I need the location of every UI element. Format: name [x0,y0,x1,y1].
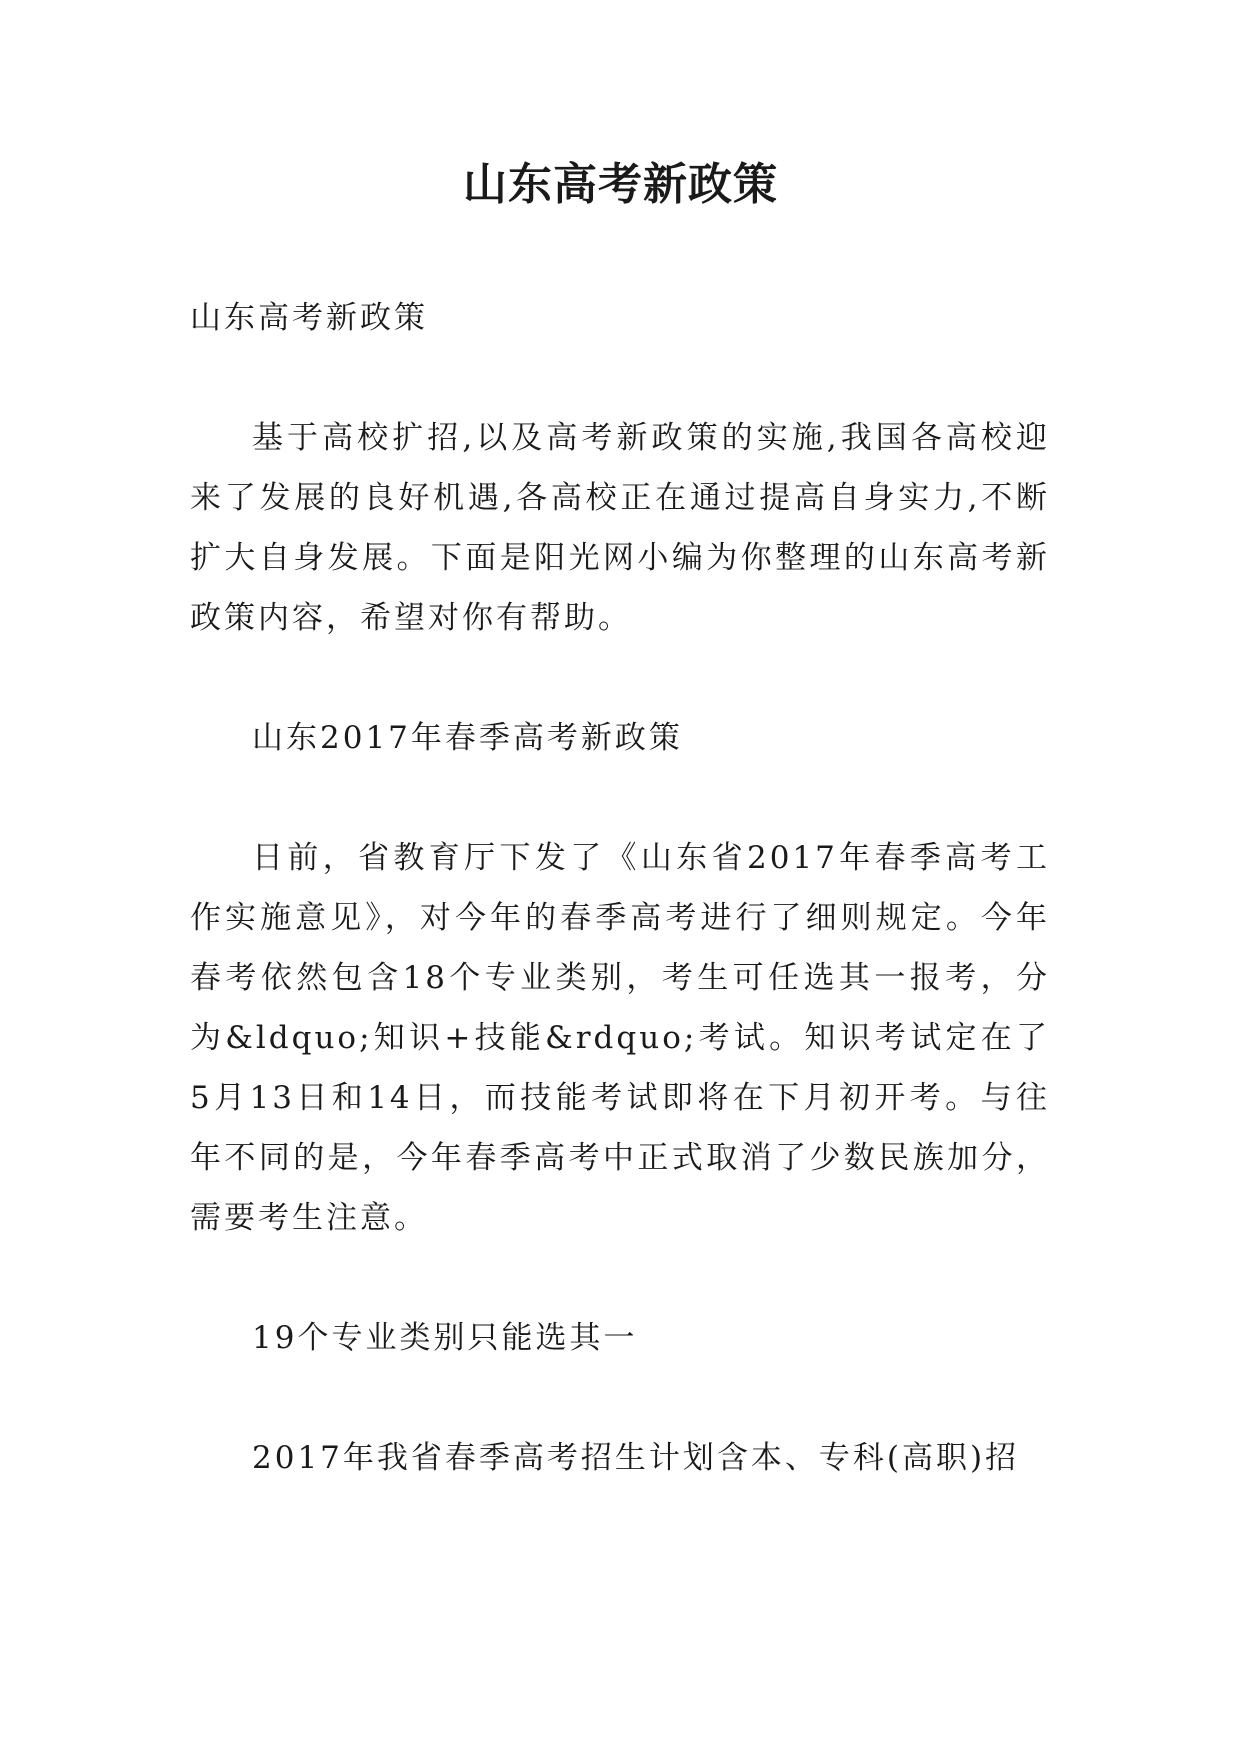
enrollment-plan-paragraph: 2017年我省春季高考招生计划含本、专科(高职)招 [252,1440,1020,1476]
document-title: 山东高考新政策 [463,159,778,210]
subtitle-paragraph: 山东高考新政策 [190,300,428,336]
policy-details-paragraph: 日前，省教育厅下发了《山东省2017年春季高考工作实施意见》，对今年的春季高考进行了细则规定。今年春考依然包含18个专业类别，考生可任选其一报考，分为&ldquo;知识+技能&rdquo;考试。知识考试定在了5月13日和14日，而技能考试即将在下月初开考。与往年不同的是，今年春季高考中正式取消了少数民族加分，需要考生注意。 [190,840,1050,1236]
section-heading-spring-policy: 山东2017年春季高考新政策 [252,720,683,756]
intro-paragraph: 基于高校扩招,以及高考新政策的实施,我国各高校迎来了发展的良好机遇,各高校正在通过提高自身实力,不断扩大自身发展。下面是阳光网小编为你整理的山东高考新政策内容，希望对你有帮助。 [190,420,1050,636]
section-heading-categories: 19个专业类别只能选其一 [252,1320,638,1356]
document-body [190,288,1050,1548]
